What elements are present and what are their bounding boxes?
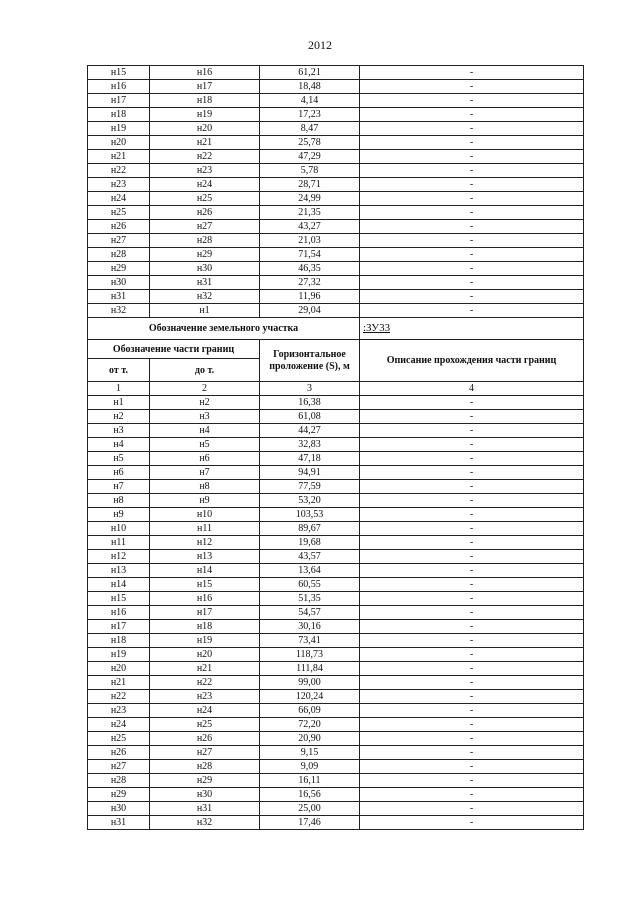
table-row <box>88 396 584 410</box>
horizontal-distance-cell: 5,78 <box>260 164 360 178</box>
from-point-cell: н15 <box>88 592 150 606</box>
table-row <box>88 94 584 108</box>
boundary-description-cell: - <box>360 494 584 508</box>
boundary-description-cell: - <box>360 662 584 676</box>
horizontal-distance-cell: 25,78 <box>260 136 360 150</box>
table-row <box>88 108 584 122</box>
table-row <box>88 634 584 648</box>
table-row <box>88 410 584 424</box>
horizontal-distance-cell: 51,35 <box>260 592 360 606</box>
boundary-description-cell: - <box>360 290 584 304</box>
from-point-cell: н20 <box>88 662 150 676</box>
boundary-description-cell: - <box>360 410 584 424</box>
from-point-cell: н30 <box>88 802 150 816</box>
horizontal-distance-cell: 77,59 <box>260 480 360 494</box>
from-point-cell: н2 <box>88 410 150 424</box>
boundary-description-cell: - <box>360 578 584 592</box>
to-point-cell: н29 <box>150 248 260 262</box>
horizontal-distance-cell: 17,46 <box>260 816 360 830</box>
column-number: 2 <box>150 382 260 396</box>
from-point-cell: н21 <box>88 676 150 690</box>
from-point-cell: н27 <box>88 234 150 248</box>
horizontal-distance-cell: 25,00 <box>260 802 360 816</box>
section2-rows <box>88 396 584 830</box>
table-row <box>88 438 584 452</box>
section1-rows <box>88 66 584 318</box>
table-row <box>88 816 584 830</box>
horizontal-distance-cell: 54,57 <box>260 606 360 620</box>
to-point-cell: н16 <box>150 592 260 606</box>
boundary-description-cell: - <box>360 452 584 466</box>
horizontal-distance-cell: 16,38 <box>260 396 360 410</box>
to-point-cell: н25 <box>150 718 260 732</box>
horizontal-distance-cell: 94,91 <box>260 466 360 480</box>
horizontal-distance-cell: 71,54 <box>260 248 360 262</box>
horizontal-distance-cell: 21,35 <box>260 206 360 220</box>
from-point-cell: н19 <box>88 648 150 662</box>
to-point-cell: н30 <box>150 262 260 276</box>
page-number: 2012 <box>308 38 332 52</box>
boundary-description-cell: - <box>360 522 584 536</box>
horizontal-distance-cell: 72,20 <box>260 718 360 732</box>
to-point-cell: н19 <box>150 108 260 122</box>
horizontal-distance-cell: 17,23 <box>260 108 360 122</box>
table-row <box>88 480 584 494</box>
boundary-description-cell: - <box>360 634 584 648</box>
horizontal-distance-cell: 103,53 <box>260 508 360 522</box>
from-point-cell: н25 <box>88 732 150 746</box>
table-row <box>88 592 584 606</box>
to-point-cell: н8 <box>150 480 260 494</box>
to-point-cell: н16 <box>150 66 260 80</box>
table-row <box>88 704 584 718</box>
from-point-cell: н32 <box>88 304 150 318</box>
horizontal-distance-cell: 20,90 <box>260 732 360 746</box>
to-point-cell: н28 <box>150 234 260 248</box>
boundary-description-cell: - <box>360 774 584 788</box>
table-row <box>88 732 584 746</box>
to-point-cell: н4 <box>150 424 260 438</box>
from-point-cell: н18 <box>88 634 150 648</box>
table-row <box>88 676 584 690</box>
boundary-description-cell: - <box>360 788 584 802</box>
horizontal-distance-cell: 21,03 <box>260 234 360 248</box>
horizontal-distance-cell: 8,47 <box>260 122 360 136</box>
boundary-description-cell: - <box>360 480 584 494</box>
horizontal-distance-cell: 29,04 <box>260 304 360 318</box>
horizontal-distance-cell: 53,20 <box>260 494 360 508</box>
to-point-cell: н2 <box>150 396 260 410</box>
table-row <box>88 648 584 662</box>
horizontal-distance-cell: 9,15 <box>260 746 360 760</box>
from-point-cell: н6 <box>88 466 150 480</box>
horizontal-distance-cell: 13,64 <box>260 564 360 578</box>
boundary-description-cell: - <box>360 234 584 248</box>
boundary-description-cell: - <box>360 592 584 606</box>
from-point-cell: н21 <box>88 150 150 164</box>
to-point-cell: н32 <box>150 816 260 830</box>
from-point-cell: н26 <box>88 220 150 234</box>
from-point-cell: н3 <box>88 424 150 438</box>
from-point-cell: н11 <box>88 536 150 550</box>
from-point-cell: н4 <box>88 438 150 452</box>
boundary-description-cell: - <box>360 704 584 718</box>
table-row <box>88 494 584 508</box>
boundary-description-cell: - <box>360 438 584 452</box>
to-point-cell: н23 <box>150 164 260 178</box>
horizontal-distance-cell: 47,18 <box>260 452 360 466</box>
from-point-cell: н10 <box>88 522 150 536</box>
boundary-description-cell: - <box>360 718 584 732</box>
table-row <box>88 178 584 192</box>
from-point-cell: н20 <box>88 136 150 150</box>
from-point-cell: н16 <box>88 80 150 94</box>
column-number: 3 <box>260 382 360 396</box>
boundary-description-cell: - <box>360 816 584 830</box>
to-point-cell: н21 <box>150 662 260 676</box>
from-point-cell: н1 <box>88 396 150 410</box>
horizontal-distance-cell: 111,84 <box>260 662 360 676</box>
table-row <box>88 718 584 732</box>
from-point-cell: н14 <box>88 578 150 592</box>
table-row <box>88 304 584 318</box>
to-point-cell: н26 <box>150 206 260 220</box>
table-row <box>88 662 584 676</box>
to-point-cell: н15 <box>150 578 260 592</box>
from-point-cell: н30 <box>88 276 150 290</box>
table-row <box>88 248 584 262</box>
horizontal-distance-cell: 43,27 <box>260 220 360 234</box>
horizontal-distance-cell: 66,09 <box>260 704 360 718</box>
horizontal-distance-cell: 44,27 <box>260 424 360 438</box>
table-row <box>88 550 584 564</box>
to-point-cell: н26 <box>150 732 260 746</box>
to-point-cell: н5 <box>150 438 260 452</box>
table-row <box>88 192 584 206</box>
to-point-cell: н30 <box>150 788 260 802</box>
boundary-description-cell: - <box>360 248 584 262</box>
to-point-cell: н20 <box>150 122 260 136</box>
from-point-cell: н31 <box>88 290 150 304</box>
to-point-cell: н19 <box>150 634 260 648</box>
table-row <box>88 276 584 290</box>
boundary-part-header: Обозначение части границ <box>88 340 260 359</box>
column-number: 4 <box>360 382 584 396</box>
horizontal-distance-cell: 24,99 <box>260 192 360 206</box>
table-row <box>88 234 584 248</box>
boundary-description-cell: - <box>360 262 584 276</box>
boundary-description-cell: - <box>360 136 584 150</box>
horizontal-distance-cell: 46,35 <box>260 262 360 276</box>
to-point-cell: н3 <box>150 410 260 424</box>
boundary-description-cell: - <box>360 648 584 662</box>
from-point-cell: н13 <box>88 564 150 578</box>
horizontal-distance-cell: 19,68 <box>260 536 360 550</box>
horizontal-distance-cell: 73,41 <box>260 634 360 648</box>
from-point-cell: н17 <box>88 620 150 634</box>
table-row <box>88 66 584 80</box>
boundary-description-cell: - <box>360 192 584 206</box>
from-point-header: от т. <box>88 359 150 382</box>
from-point-cell: н7 <box>88 480 150 494</box>
to-point-cell: н11 <box>150 522 260 536</box>
from-point-cell: н18 <box>88 108 150 122</box>
table-row <box>88 262 584 276</box>
boundary-description-cell: - <box>360 178 584 192</box>
from-point-cell: н22 <box>88 690 150 704</box>
from-point-cell: н25 <box>88 206 150 220</box>
horizontal-distance-cell: 32,83 <box>260 438 360 452</box>
from-point-cell: н28 <box>88 248 150 262</box>
column-number: 1 <box>88 382 150 396</box>
table-row <box>88 760 584 774</box>
boundary-description-cell: - <box>360 276 584 290</box>
parcel-code-text: :ЗУ33 <box>363 322 391 334</box>
horizontal-distance-cell: 18,48 <box>260 80 360 94</box>
boundary-description-cell: - <box>360 206 584 220</box>
to-point-cell: н18 <box>150 94 260 108</box>
to-point-header: до т. <box>150 359 260 382</box>
from-point-cell: н23 <box>88 178 150 192</box>
table-row <box>88 452 584 466</box>
horizontal-distance-cell: 60,55 <box>260 578 360 592</box>
table-row <box>88 690 584 704</box>
table-row <box>88 564 584 578</box>
to-point-cell: н17 <box>150 606 260 620</box>
table-row <box>88 774 584 788</box>
table-row <box>88 522 584 536</box>
table-row <box>88 620 584 634</box>
from-point-cell: н29 <box>88 788 150 802</box>
horizontal-distance-cell: 120,24 <box>260 690 360 704</box>
to-point-cell: н24 <box>150 178 260 192</box>
boundary-description-cell: - <box>360 732 584 746</box>
from-point-cell: н23 <box>88 704 150 718</box>
table-row <box>88 136 584 150</box>
to-point-cell: н6 <box>150 452 260 466</box>
from-point-cell: н5 <box>88 452 150 466</box>
boundary-description-cell: - <box>360 80 584 94</box>
to-point-cell: н28 <box>150 760 260 774</box>
boundary-description-cell: - <box>360 150 584 164</box>
table-row <box>88 150 584 164</box>
boundary-description-cell: - <box>360 164 584 178</box>
horizontal-distance-cell: 16,56 <box>260 788 360 802</box>
boundary-description-cell: - <box>360 746 584 760</box>
to-point-cell: н27 <box>150 220 260 234</box>
horizontal-distance-cell: 4,14 <box>260 94 360 108</box>
boundary-description-cell: - <box>360 536 584 550</box>
to-point-cell: н24 <box>150 704 260 718</box>
to-point-cell: н9 <box>150 494 260 508</box>
boundary-description-cell: - <box>360 122 584 136</box>
horizontal-distance-cell: 9,09 <box>260 760 360 774</box>
horizontal-distance-cell: 118,73 <box>260 648 360 662</box>
table-row <box>88 788 584 802</box>
boundary-description-cell: - <box>360 66 584 80</box>
from-point-cell: н19 <box>88 122 150 136</box>
from-point-cell: н16 <box>88 606 150 620</box>
table-row <box>88 80 584 94</box>
boundary-description-cell: - <box>360 94 584 108</box>
from-point-cell: н17 <box>88 94 150 108</box>
from-point-cell: н27 <box>88 760 150 774</box>
boundary-description-cell: - <box>360 760 584 774</box>
from-point-cell: н15 <box>88 66 150 80</box>
from-point-cell: н12 <box>88 550 150 564</box>
to-point-cell: н27 <box>150 746 260 760</box>
boundary-description-cell: - <box>360 424 584 438</box>
to-point-cell: н18 <box>150 620 260 634</box>
boundary-table <box>87 65 584 830</box>
table-row <box>88 220 584 234</box>
table-row <box>88 578 584 592</box>
table-row <box>88 536 584 550</box>
boundary-description-cell: - <box>360 220 584 234</box>
boundary-description-cell: - <box>360 396 584 410</box>
to-point-cell: н21 <box>150 136 260 150</box>
from-point-cell: н24 <box>88 192 150 206</box>
horizontal-distance-header: Горизонтальное проложение (S), м <box>260 340 360 382</box>
from-point-cell: н26 <box>88 746 150 760</box>
table-row <box>88 206 584 220</box>
boundary-description-cell: - <box>360 676 584 690</box>
horizontal-distance-cell: 28,71 <box>260 178 360 192</box>
parcel-label: Обозначение земельного участка <box>88 318 360 340</box>
to-point-cell: н22 <box>150 150 260 164</box>
boundary-description-cell: - <box>360 466 584 480</box>
boundary-description-cell: - <box>360 550 584 564</box>
horizontal-distance-cell: 47,29 <box>260 150 360 164</box>
table-row <box>88 164 584 178</box>
horizontal-distance-cell: 61,08 <box>260 410 360 424</box>
section2-header <box>88 318 584 396</box>
table-row <box>88 424 584 438</box>
boundary-description-cell: - <box>360 564 584 578</box>
table-row <box>88 802 584 816</box>
from-point-cell: н28 <box>88 774 150 788</box>
to-point-cell: н14 <box>150 564 260 578</box>
to-point-cell: н1 <box>150 304 260 318</box>
parcel-code <box>360 318 584 340</box>
horizontal-distance-cell: 61,21 <box>260 66 360 80</box>
to-point-cell: н17 <box>150 80 260 94</box>
to-point-cell: н10 <box>150 508 260 522</box>
horizontal-distance-cell: 43,57 <box>260 550 360 564</box>
horizontal-distance-cell: 11,96 <box>260 290 360 304</box>
boundary-description-cell: - <box>360 108 584 122</box>
to-point-cell: н31 <box>150 802 260 816</box>
from-point-cell: н24 <box>88 718 150 732</box>
table-row <box>88 746 584 760</box>
boundary-description-cell: - <box>360 304 584 318</box>
from-point-cell: н31 <box>88 816 150 830</box>
table-row <box>88 466 584 480</box>
from-point-cell: н29 <box>88 262 150 276</box>
table-row <box>88 290 584 304</box>
to-point-cell: н13 <box>150 550 260 564</box>
horizontal-distance-cell: 16,11 <box>260 774 360 788</box>
table-row <box>88 508 584 522</box>
boundary-description-cell: - <box>360 620 584 634</box>
from-point-cell: н8 <box>88 494 150 508</box>
boundary-description-cell: - <box>360 802 584 816</box>
to-point-cell: н29 <box>150 774 260 788</box>
horizontal-distance-cell: 30,16 <box>260 620 360 634</box>
to-point-cell: н7 <box>150 466 260 480</box>
table-row <box>88 606 584 620</box>
to-point-cell: н22 <box>150 676 260 690</box>
boundary-description-cell: - <box>360 606 584 620</box>
from-point-cell: н22 <box>88 164 150 178</box>
table-row <box>88 122 584 136</box>
horizontal-distance-cell: 99,00 <box>260 676 360 690</box>
description-header: Описание прохождения части границ <box>360 340 584 382</box>
horizontal-distance-cell: 89,67 <box>260 522 360 536</box>
to-point-cell: н12 <box>150 536 260 550</box>
boundary-description-cell: - <box>360 690 584 704</box>
from-point-cell: н9 <box>88 508 150 522</box>
boundary-description-cell: - <box>360 508 584 522</box>
to-point-cell: н23 <box>150 690 260 704</box>
horizontal-distance-cell: 27,32 <box>260 276 360 290</box>
to-point-cell: н20 <box>150 648 260 662</box>
to-point-cell: н31 <box>150 276 260 290</box>
to-point-cell: н25 <box>150 192 260 206</box>
to-point-cell: н32 <box>150 290 260 304</box>
